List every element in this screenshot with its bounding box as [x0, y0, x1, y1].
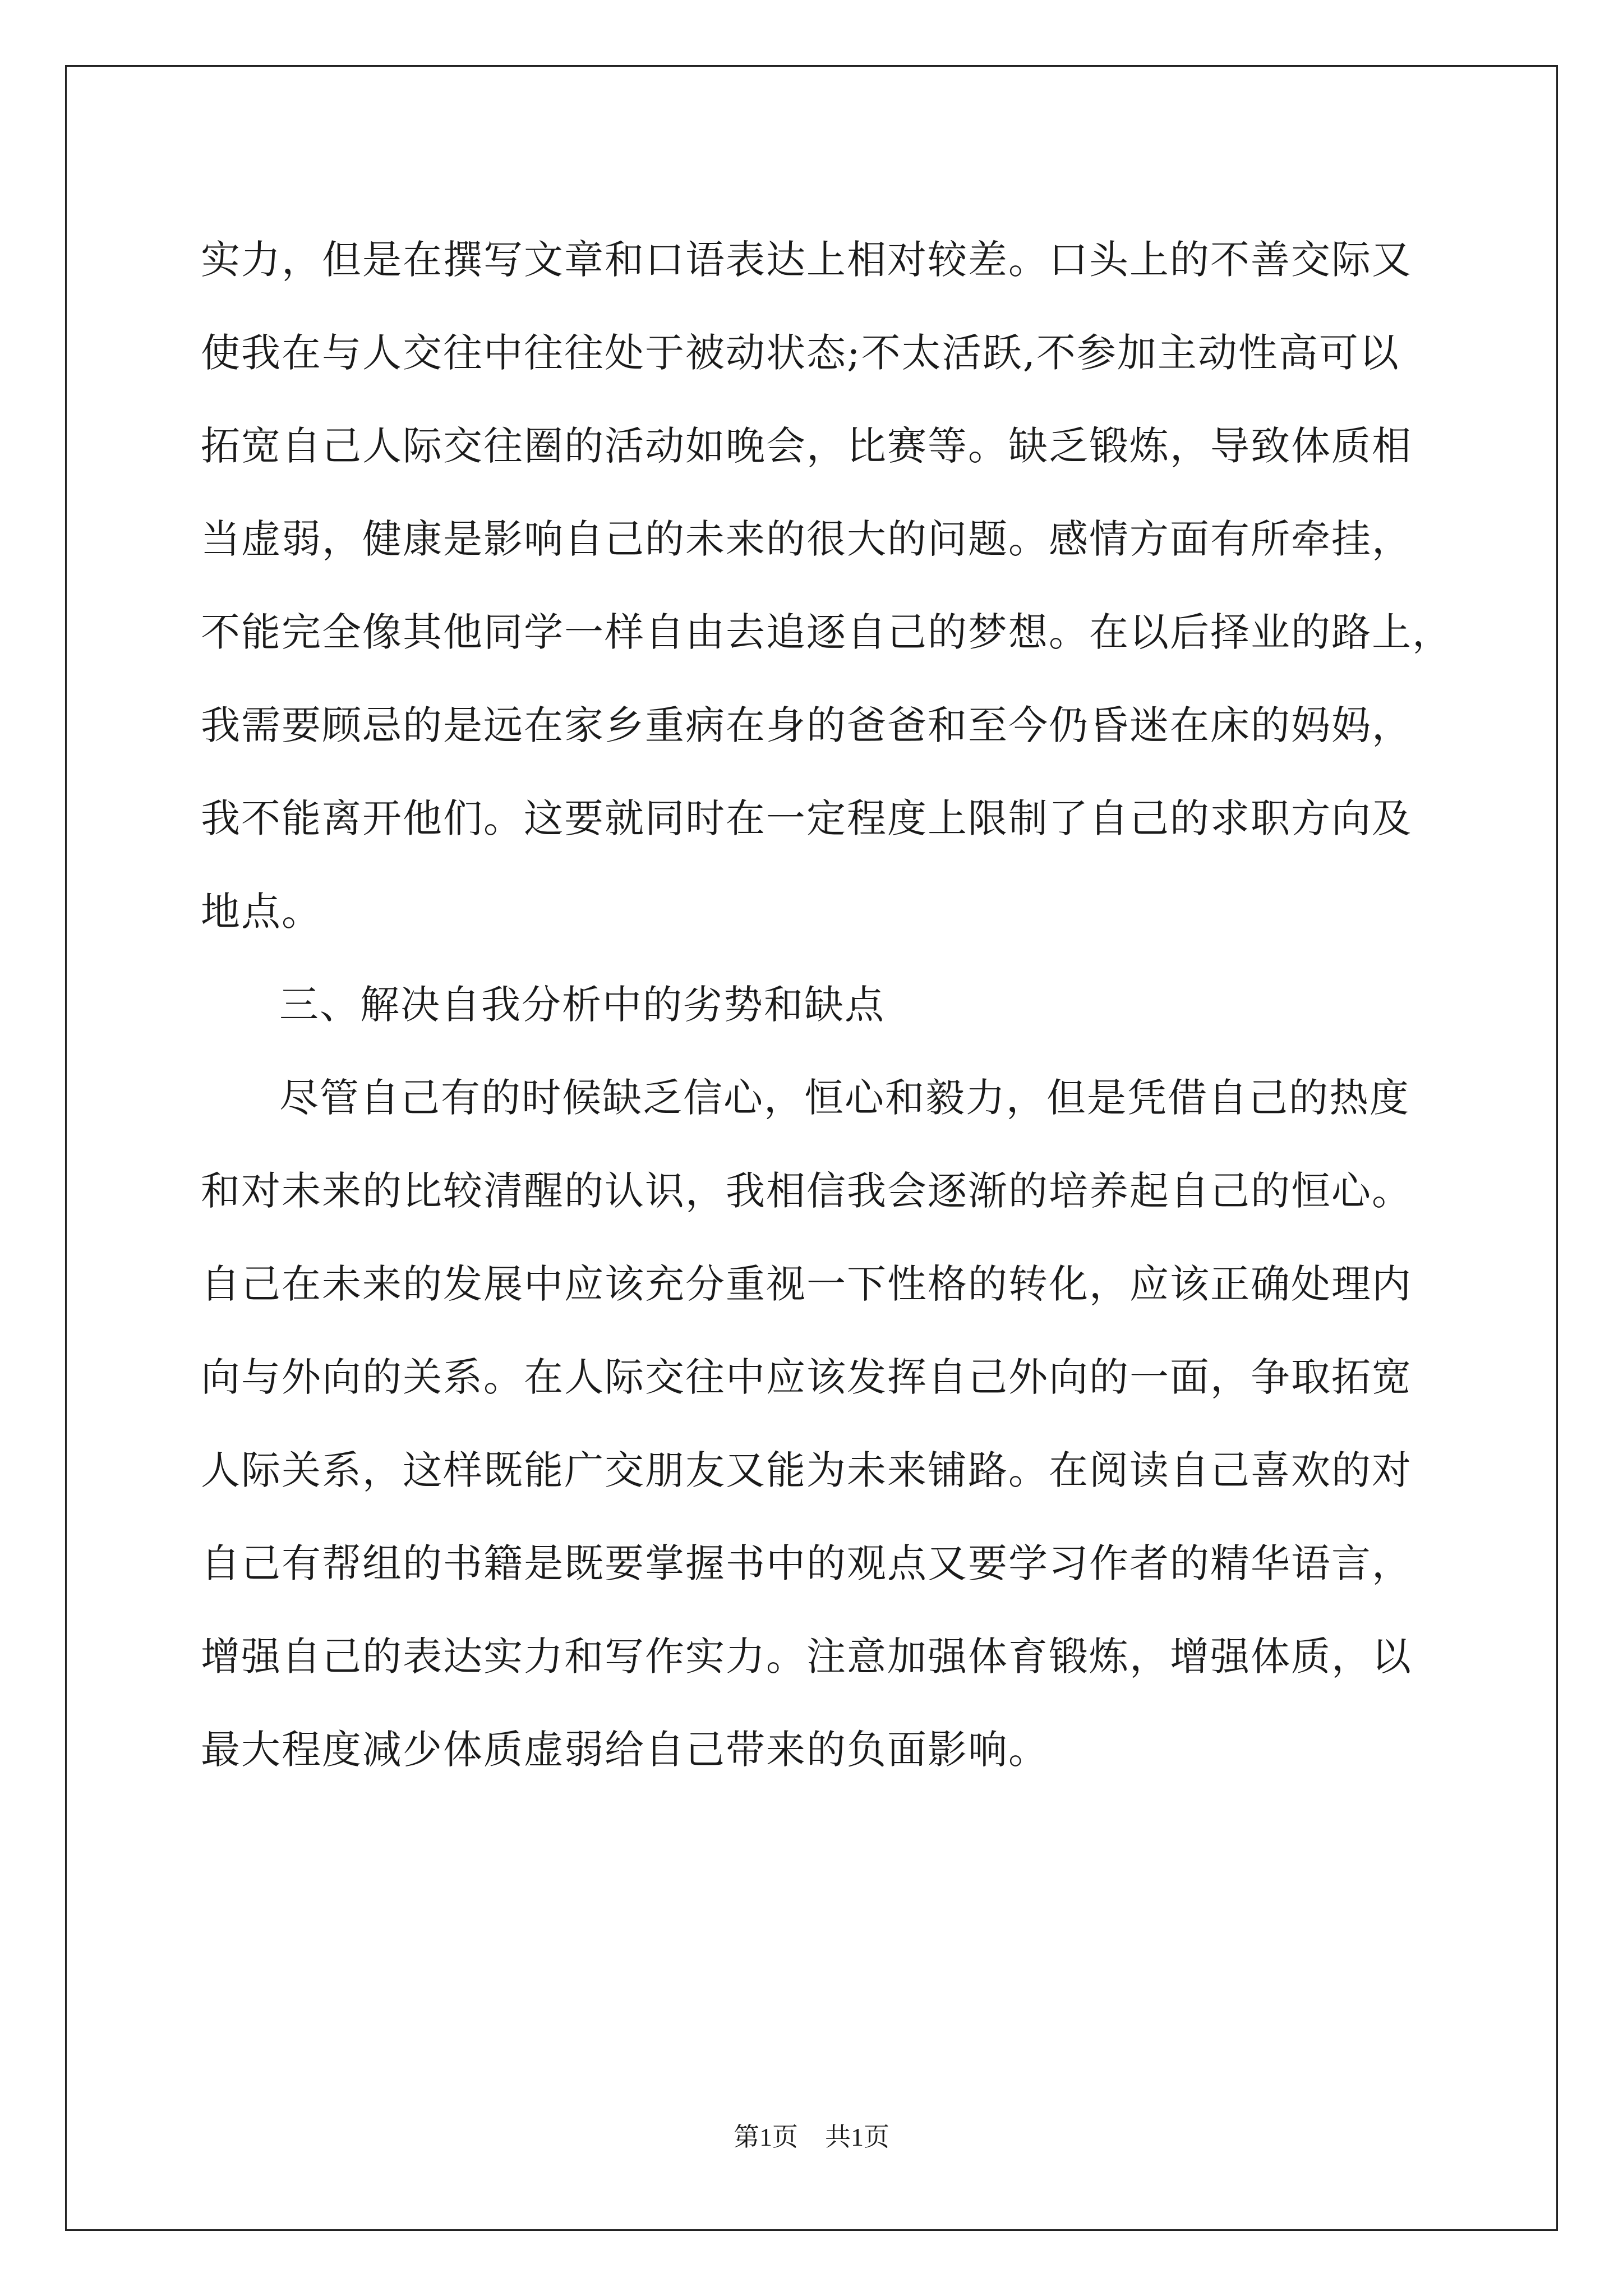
page-total: 共1页: [825, 2123, 889, 2151]
text-line: 地点。: [201, 889, 322, 935]
text-line: 和对未来的比较清醒的认识，我相信我会逐渐的培养起自己的恒心。: [201, 1168, 1412, 1214]
text-line: 不能完全像其他同学一样自由去追逐自己的梦想。在以后择业的路上，: [201, 609, 1453, 655]
text-line: 当虚弱，健康是影响自己的未来的很大的问题。感情方面有所牵挂，: [201, 516, 1412, 562]
text-line: 实力，但是在撰写文章和口语表达上相对较差。口头上的不善交际又: [201, 237, 1412, 283]
page-footer: [0, 2120, 1623, 2154]
section-heading: 三、解决自我分析中的劣势和缺点: [279, 982, 885, 1028]
text-line: 拓宽自己人际交往圈的活动如晚会，比赛等。缺乏锻炼，导致体质相: [201, 423, 1412, 469]
text-line: 最大程度减少体质虚弱给自己带来的负面影响。: [201, 1727, 1049, 1773]
text-line: 向与外向的关系。在人际交往中应该发挥自己外向的一面，争取拓宽: [201, 1354, 1412, 1400]
text-line: 使我在与人交往中往往处于被动状态;不太活跃,不参加主动性高可以: [201, 330, 1400, 376]
document-body: [201, 213, 1457, 1796]
text-line: 增强自己的表达实力和写作实力。注意加强体育锻炼，增强体质，以: [201, 1634, 1412, 1680]
text-line: 我需要顾忌的是远在家乡重病在身的爸爸和至今仍昏迷在床的妈妈，: [201, 702, 1412, 748]
text-line: 我不能离开他们。这要就同时在一定程度上限制了自己的求职方向及: [201, 795, 1412, 841]
text-line: 自己在未来的发展中应该充分重视一下性格的转化，应该正确处理内: [201, 1261, 1412, 1307]
page-number: 第1页: [734, 2123, 798, 2151]
text-line: 人际关系，这样既能广交朋友又能为未来铺路。在阅读自己喜欢的对: [201, 1447, 1412, 1493]
paragraph-start-line: 尽管自己有的时候缺乏信心，恒心和毅力，但是凭借自己的热度: [279, 1075, 1410, 1121]
text-line: 自己有帮组的书籍是既要掌握书中的观点又要学习作者的精华语言，: [201, 1540, 1412, 1586]
